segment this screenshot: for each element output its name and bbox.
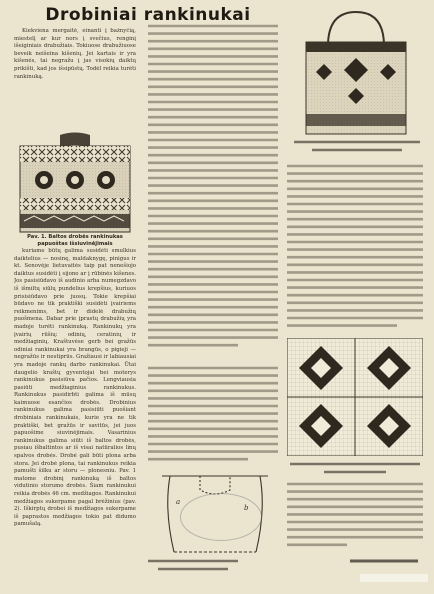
text-lines-block: [148, 22, 278, 352]
figure-2-caption-block: [148, 556, 238, 586]
text-lines-block: [148, 364, 278, 466]
pattern-label-b: b: [244, 504, 249, 512]
figure-3-handbag-illustration: [290, 6, 422, 136]
article-column-3-bottom: [287, 480, 423, 552]
figure-3-caption: [294, 138, 420, 154]
pattern-label-a: a: [176, 498, 181, 506]
article-column-2-top: [148, 22, 278, 352]
library-watermark: [360, 572, 428, 584]
article-author: [350, 557, 418, 565]
library-stamp: [180, 493, 262, 541]
paragraph: kuriame būtų galima susidėti smulkius daiktelius — nosinę, maldaknygę, pinigus ir kt. Senovėje lietuvaitės taip pat nenešiojo daiktus susidėti į sijono ar į rūbinės kišenes. Jos pasisiūdavo iš audinio arba numegzdavo iš išmiltų siūlų pundelius krepšius, kuriuos prisisiūdavo prie juosų. Tokie krepšiai būdavo ne tik praktiški susidėti įvairiems reikmenims, bet ir didelė drabužių puošmena. Dabar prie įprastų drabužių yra madoje turėti rankinuką. Rankinukų yra įvairių rūšių: odinių, ceratinių ir medžiaginių. Kraštuvėse gerb bei gražūs odiniai rankinukai yra brangūs, o pigieji — negražūs ir nestiprūs. Gražiausi ir labiausiai yra madoje rankų darbo rankinukai. Ūtai daugelio kraštų gyventojai bei moterys rankinukus pasisiūva pačios. Lengviausia pasiūti medžiaginius rankinukus. Rankinukus pasidirbti galima iš mūsų kaimuose esančios drobės. Drobinius rankinukus galima pasisiūti puošiant drobiniais rankinukais, kurie yra ne tik praktiški, bet gražūs ir savitūs, jei juos papuošime siuvinėjimais. Vasarinius rankinukus galima siūti iš baltos drobės, pusiau išbaltintos ar iš visai natūralios linų spalvos drobės. Drobė gali būti plona arba stora. Jei drobė plona, tai rankinukus reikia pamušti šilku ar storu — plonesniu. Pav. 1 matome drobinį rankinuką iš baltos vidutinio storumo drobės. Šiam rankinukui reikia drobės 46 cm. medžiagos. Rankinukui medžiagos sukerpame pagal brėžinius (pav. 2). Iškirptų drobei iš medžiagos sukerpame iš paprastos medžiagos tokio pat didumo pamušalą.: [14, 248, 136, 528]
paragraph: Kiekviena mergaitė, einanti į bažnyčią, miestelį ar kur nors į svečius, renginį išeiginiais drabužiais. Tokiuose drabužiuose beveik neišeina kišenių. Jei kartais ir yra kišenės, tai negražu į jas visokių daiktų prikišti, kad jos išsipūstų. Todėl reikia turėti rankinuką.: [14, 28, 136, 80]
figure-4-caption: [290, 460, 420, 476]
article-column-2-middle: [148, 364, 278, 466]
figure-4-embroidery-motifs: [287, 338, 423, 456]
watermark-bar: [360, 572, 428, 584]
text-lines-block: [287, 480, 423, 552]
article-column-1-bottom: [14, 248, 136, 590]
page-title: Drobiniai rankinukai: [45, 5, 251, 25]
article-column-1-top: [14, 28, 136, 143]
caption-lines: [290, 460, 420, 476]
author-line: [350, 557, 418, 565]
caption-lines: [294, 138, 420, 154]
text-lines-block: [287, 162, 423, 334]
figure-1-caption: Pav. 1. Baltos drobės rankinukas papuoštas išsiuvinėjimais: [27, 234, 123, 247]
article-column-3-top: [287, 162, 423, 334]
caption-lines: [148, 556, 238, 578]
figure-1-handbag-illustration: [14, 132, 136, 234]
